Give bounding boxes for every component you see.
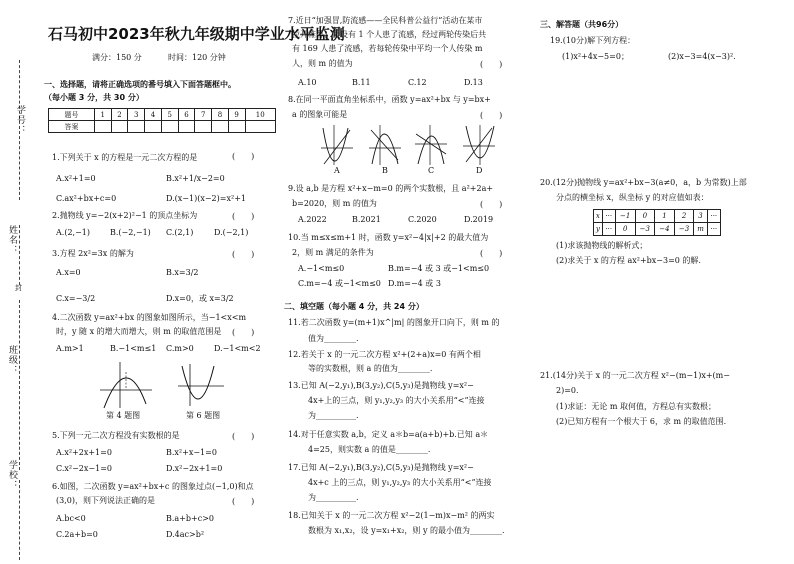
section-1-title: 一、选择题，请将正确选项的番号填入下面答题框中。 [44,80,236,89]
table-cell: ··· [707,223,720,236]
q2-option-c: C.(2,1) [166,228,194,237]
q20-part-1: (1)求该抛物线的解析式； [556,241,648,250]
answer-cell-3[interactable] [128,121,145,133]
table-cell: −3 [674,223,694,236]
table-row [49,121,276,133]
q3-option-b: B.x=3/2 [166,268,199,277]
q12-line2: 等的实数根，则 a 的值为________. [308,364,433,373]
q2-option-a: A.(2,−1) [56,228,90,237]
q19-part-2: (2)x−3=4(x−3)². [668,52,736,61]
q9-line2: b=2020，则 m 的值为 [292,199,377,208]
q8-label-b: B [382,166,388,175]
table-cell: x [594,210,603,223]
q13-line1: 13.已知 A(−2,y₁),B(3,y₂),C(5,y₃)是抛物线 y=x²− [288,381,474,390]
q9-option-a: A.2022 [298,215,327,224]
q19-stem: 19.(10分)解下列方程： [550,36,636,45]
answer-table [48,108,276,133]
q6-option-a: A.bc<0 [56,514,86,523]
class-label: 班级： [7,345,17,375]
q9-line1: 9.设 a,b 是方程 x²+x−m=0 的两个实数根，且 a²+2a+ [288,184,494,193]
table-cell: ··· [707,210,720,223]
full-score: 满分：150 分 [92,53,142,62]
student-id-label: 学号： [15,105,25,135]
answer-cell-5[interactable] [161,121,178,133]
binding-line [19,225,20,285]
answer-cell-7[interactable] [195,121,212,133]
q18-line1: 18.已知关于 x 的一元二次方程 x²−2(1−m)x−m² 的两实 [288,511,495,520]
q10-paren: ( ) [480,249,503,258]
q7-line2: 拉开帷幕，假设有 1 个人患了流感，经过两轮传染后共 [292,30,487,39]
answer-cell-1[interactable] [94,121,111,133]
q9-option-b: B.2021 [352,215,381,224]
q9-option-d: D.2019 [464,215,494,224]
q3-option-c: C.x=−3/2 [56,294,96,303]
answer-cell-9[interactable] [228,121,245,133]
answer-cell-4[interactable] [145,121,162,133]
q1-option-a: A.x²+1=0 [56,174,96,183]
table-cell: −4 [655,223,675,236]
table-cell: 答案 [49,121,95,133]
q10-option-b: B.m=−4 或 3 或−1<m≤0 [388,264,490,273]
q4-figure [98,360,154,410]
q4-option-c: C.m>0 [166,344,194,353]
q6-option-c: C.2a+b=0 [56,530,98,539]
table-cell: −1 [615,210,635,223]
q14-line1: 14.对于任意实数 a,b，定义 a＊b=a(a+b)+b.已知 a＊ [288,430,489,439]
table-cell: 6 [178,109,195,121]
table-cell: m [694,223,707,236]
answer-cell-8[interactable] [212,121,229,133]
table-row [49,109,276,121]
q8-graph-d [462,124,496,166]
q7-option-c: C.12 [408,78,427,87]
q21-part-1: (1)求证：无论 m 取何值，方程总有实数根； [556,402,717,411]
table-cell: 10 [245,109,275,121]
q6-line1: 6.如图，二次函数 y=ax²+bx+c 的图象过点(−1,0)和点 [52,482,254,491]
value-table [593,209,721,236]
q1-stem: 1.下列关于 x 的方程是一元二次方程的是 [52,153,198,162]
q7-option-b: B.11 [352,78,371,87]
table-cell: 9 [228,109,245,121]
q7-line1: 7.近日“加强冒,防流感——全民科普公益行”活动在某市 [288,16,483,25]
table-cell: 4 [145,109,162,121]
answer-cell-6[interactable] [178,121,195,133]
q10-option-c: C.m=−4 或−1<m≤0 [298,279,381,288]
table-cell: 题号 [49,109,95,121]
q3-option-a: A.x=0 [56,268,81,277]
q4-option-a: A.m>1 [56,344,84,353]
q1-paren: ( ) [232,152,255,161]
q10-line1: 10.当 m≤x≤m+1 时，函数 y=x²−4|x|+2 的最大值为 [288,233,489,242]
q5-option-a: A.x²+2x+1=0 [56,448,112,457]
q5-option-d: D.x²−2x+1=0 [166,464,223,473]
q1-option-b: B.x²+1/x−2=0 [166,174,225,183]
table-cell: 3 [694,210,707,223]
table-cell: 0 [615,223,635,236]
table-cell: 5 [161,109,178,121]
q10-line2: 2，则 m 满足的条件为 [292,248,374,257]
q9-paren: ( ) [480,200,503,209]
exam-time: 时间：120 分钟 [168,53,226,62]
fig4-caption: 第 4 题图 [106,411,141,420]
q8-label-a: A [334,166,340,175]
table-cell: 8 [212,109,229,121]
q18-line2: 数根为 x₁,x₂，设 y=x₁+x₂，则 y 的最小值为________. [308,526,505,535]
q3-paren: ( ) [232,250,255,259]
seal-mark: 封 [15,284,22,292]
q21-line1: 21.(14分)关于 x 的一元二次方程 x²−(m−1)x+(m− [540,371,730,380]
q5-paren: ( ) [232,432,255,441]
school-label: 学校： [7,460,17,490]
q6-option-b: B.a+b+c>0 [166,514,214,523]
q19-part-1: (1)x²+4x−5=0； [562,52,629,61]
q4-line1: 4.二次函数 y=ax²+bx 的图象如图所示，当−1<x<m [52,313,247,322]
q7-line4: 人，则 m 的值为 [292,59,353,68]
q13-line2: 4x+上的三点，则 y₁,y₂,y₃ 的大小关系用“<”连接 [308,396,485,405]
q11-line2: 值为________. [308,334,359,343]
fig6-caption: 第 6 题图 [186,411,221,420]
q17-line1: 17.已知 A(−2,y₁),B(3,y₂),C(5,y₃)是抛物线 y=x²− [288,463,474,472]
table-cell: 1 [655,210,675,223]
section-2-title: 二、填空题（每小题 4 分，共 24 分） [284,302,424,311]
name-label: 姓名： [7,225,17,255]
q14-line2: 4=25，则实数 a 的值是________. [308,445,431,454]
table-cell: 3 [128,109,145,121]
page-title: 石马初中2023年秋九年级期中学业水平监测 [48,25,345,43]
q4-paren: ( ) [232,328,255,337]
q12-line1: 12.若关于 x 的一元二次方程 x²+(2+a)x=0 有两个相 [288,350,481,359]
q2-option-d: D.(−2,1) [214,228,249,237]
q2-stem: 2.抛物线 y=−2(x+2)²−1 的顶点坐标为 [52,211,198,220]
q3-stem: 3.方程 2x²=3x 的解为 [52,249,134,258]
table-cell: 2 [674,210,694,223]
table-row [594,223,721,236]
q8-line2: a 的图象可能是 [292,110,348,119]
q5-option-c: C.x²−2x−1=0 [56,464,112,473]
q4-option-d: D.−1<m<2 [214,344,261,353]
q10-option-d: D.m=−4 或 3 [388,279,441,288]
section-1-note: （每小题 3 分，共 30 分） [44,93,144,102]
q4-line2: 时，y 随 x 的增大而增大，则 m 的取值范围是 [56,327,222,336]
binding-line [19,300,20,470]
q3-option-d: D.x=0，或 x=3/2 [166,294,234,303]
q11-line1: 11.若二次函数 y=(m+1)x^|m| 的图象开口向下，则 m 的 [288,318,500,327]
section-3-title: 三、解答题（共96分） [540,20,624,29]
q9-option-c: C.2020 [408,215,437,224]
q6-figure [176,362,226,408]
q7-line3: 有 169 人患了流感，若每轮传染中平均一个人传染 m [292,44,483,53]
q20-line1: 20.(12分)抛物线 y=ax²+bx−3(a≠0，a，b 为常数)上部 [540,178,747,187]
q4-option-b: B.−1<m≤1 [110,344,157,353]
q20-part-2: (2)求关于 x 的方程 ax²+bx−3=0 的解. [556,256,701,265]
q6-line2: (3,0)，则下列说法正确的是 [56,496,155,505]
q13-line3: 为__________. [308,411,359,420]
table-row [594,210,721,223]
q6-paren: ( ) [232,497,255,506]
q10-option-a: A.−1<m≤0 [298,264,345,273]
q21-line2: 2)=0. [556,386,579,395]
q7-option-a: A.10 [298,78,317,87]
q1-option-d: D.(x−1)(x−2)=x²+1 [166,194,246,203]
answer-cell-2[interactable] [111,121,128,133]
q7-paren: ( ) [480,60,503,69]
binding-line [19,480,20,560]
q8-graph-c [414,124,448,166]
q20-line2: 分点的横坐标 x，纵坐标 y 的对应值如表： [556,193,709,202]
table-cell: y [594,223,603,236]
table-cell: ··· [602,210,615,223]
q8-line1: 8.在同一平面直角坐标系中，函数 y=ax²+bx 与 y=bx+ [288,95,491,104]
q2-paren: ( ) [232,212,255,221]
table-cell: ··· [602,223,615,236]
table-cell: 7 [195,109,212,121]
table-cell: −3 [635,223,655,236]
q8-graph-a [320,124,354,166]
table-cell: 0 [635,210,655,223]
q1-option-c: C.ax²+bx+c=0 [56,194,117,203]
q8-paren: ( ) [480,111,503,120]
q8-label-c: C [428,166,435,175]
q17-line3: 为__________. [308,493,359,502]
answer-cell-10[interactable] [245,121,275,133]
q17-line2: 4x+c 上的三点，则 y₁,y₂,y₃ 的大小关系用“<”连接 [308,478,492,487]
q2-option-b: B.(−2,−1) [110,228,151,237]
q8-graph-b [368,124,402,166]
q7-option-d: D.13 [464,78,483,87]
q21-part-2: (2)已知方程有一个根大于 6，求 m 的取值范围. [556,417,727,426]
table-cell: 1 [94,109,111,121]
table-cell: 2 [111,109,128,121]
q5-option-b: B.x²+x−1=0 [166,448,217,457]
q6-option-d: D.4ac>b² [166,530,205,539]
q5-stem: 5.下列一元二次方程没有实数根的是 [52,431,180,440]
q8-label-d: D [476,166,483,175]
